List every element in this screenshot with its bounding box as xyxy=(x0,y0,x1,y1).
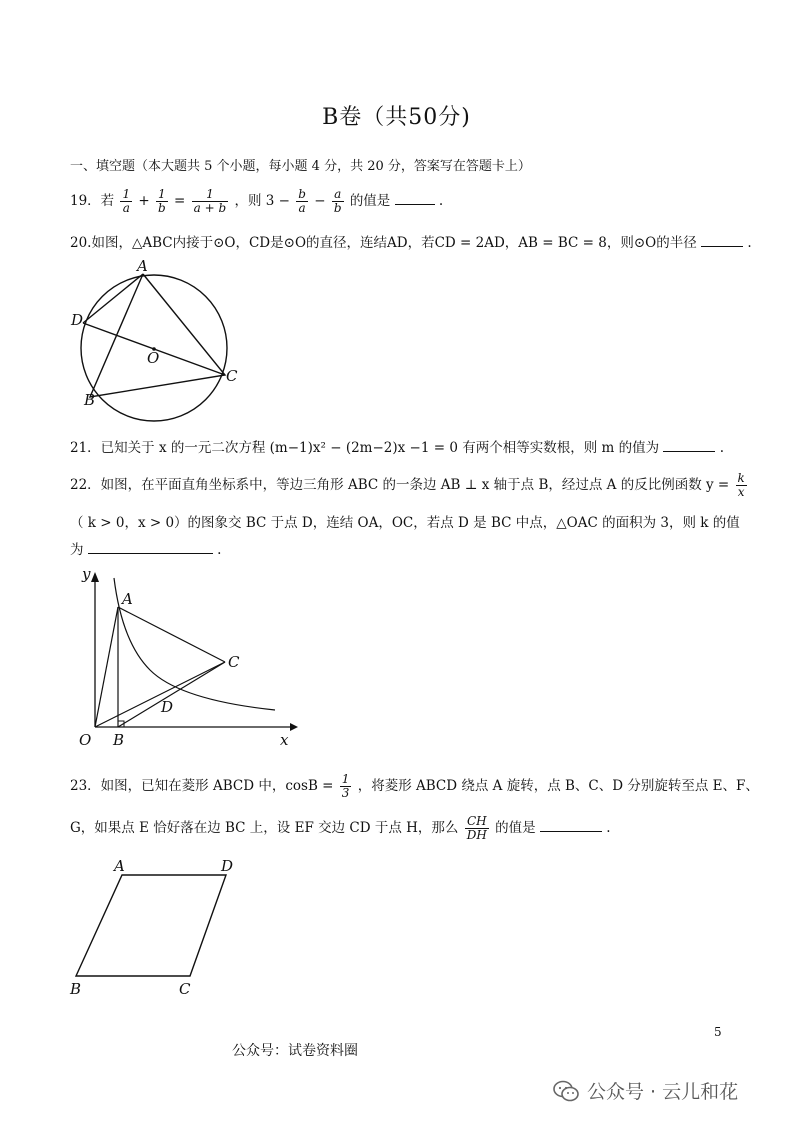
watermark-text: 公众号 · 云儿和花 xyxy=(587,1081,739,1103)
answer-blank-19[interactable] xyxy=(395,192,435,205)
segment-ac xyxy=(118,607,225,662)
label-x: x xyxy=(280,731,289,749)
label-c: C xyxy=(179,980,191,998)
segment-oc xyxy=(95,662,225,727)
q19-frac-3: $\frac{1}{a + b}$ xyxy=(193,187,227,215)
segment-oa xyxy=(95,607,118,727)
question-22-line-2 xyxy=(70,511,740,531)
label-o: O xyxy=(79,731,92,749)
label-c: C xyxy=(226,367,238,385)
page-number: 5 xyxy=(714,1025,722,1039)
segment-bc xyxy=(118,662,225,727)
hyperbola-curve xyxy=(114,578,275,710)
q22-end: . xyxy=(217,542,222,558)
figure-20-circle xyxy=(66,255,256,425)
label-b: B xyxy=(84,391,96,409)
q23-line2a: G，如果点 E 恰好落在边 BC 上，设 EF 交边 CD 于点 H，那么 xyxy=(70,820,459,836)
x-axis-arrow xyxy=(290,723,298,731)
segment-ad xyxy=(83,274,143,323)
triangle-abc xyxy=(90,274,225,397)
watermark xyxy=(553,1077,738,1104)
q23-line1a: 23．如图，已知在菱形 ABCD 中，cosB = xyxy=(70,778,334,794)
q23-frac-cos: $\frac{1}{3}$ xyxy=(341,772,350,800)
answer-blank-21[interactable] xyxy=(663,439,715,452)
q19-lead: 19．若 xyxy=(70,193,115,209)
q19-eq: = xyxy=(174,193,186,209)
q22-frac-kx: $\frac{k}{x}$ xyxy=(737,471,745,499)
q19-plus: + xyxy=(138,193,150,209)
y-axis-arrow xyxy=(91,572,99,582)
label-o: O xyxy=(147,349,160,367)
footer-source: 公众号：试卷资料圈 xyxy=(232,1043,358,1059)
q19-end: . xyxy=(438,193,444,209)
figure-22-coordinate xyxy=(70,562,300,752)
question-23-line-2 xyxy=(70,815,611,842)
question-22-line-1 xyxy=(70,472,749,499)
rhombus-abcd xyxy=(76,875,226,976)
label-b: B xyxy=(70,980,82,998)
q23-line2b: 的值是 xyxy=(495,820,536,836)
label-a: A xyxy=(137,257,148,275)
label-a: A xyxy=(122,590,133,608)
answer-blank-20[interactable] xyxy=(701,234,743,247)
q22-line3: 为 xyxy=(70,542,84,558)
question-20 xyxy=(70,231,752,251)
q21-text: 21．已知关于 x 的一元二次方程 (m−1)x² − (2m−2)x −1 = 0 有两个相等实数根，则 m 的值为 xyxy=(70,440,660,456)
question-19 xyxy=(70,188,443,215)
section-title: B卷（共50分) xyxy=(322,105,471,130)
label-y: y xyxy=(82,565,91,583)
label-b: B xyxy=(113,731,125,749)
label-c: C xyxy=(228,653,240,671)
q19-frac-5: $\frac{a}{b}$ xyxy=(333,187,342,215)
answer-blank-23[interactable] xyxy=(540,819,602,832)
question-23-line-1 xyxy=(70,773,759,800)
q23-end: . xyxy=(606,820,611,836)
q22-line1: 22．如图，在平面直角坐标系中，等边三角形 ABC 的一条边 AB ⊥ x 轴于点 B，经过点 A 的反比例函数 y = xyxy=(70,477,730,493)
q19-frac-2: $\frac{1}{b}$ xyxy=(158,187,166,215)
figure-23-rhombus xyxy=(64,855,254,1000)
label-d: D xyxy=(221,857,234,875)
q19-tail: 的值是 xyxy=(349,193,391,209)
q22-line2: （ k > 0，x > 0）的图象交 BC 于点 D，连结 OA，OC，若点 D 是 BC 中点，△OAC 的面积为 3，则 k 的值 xyxy=(70,515,740,531)
label-d: D xyxy=(71,311,84,329)
label-d: D xyxy=(161,698,174,716)
q19-frac-1: $\frac{1}{a}$ xyxy=(122,187,131,215)
label-a: A xyxy=(114,857,125,875)
q21-end: . xyxy=(719,440,724,456)
q23-frac-ch-dh: $\frac{CH}{DH}$ xyxy=(466,814,487,842)
question-22-line-3 xyxy=(70,538,221,558)
q23-line1b: ，将菱形 ABCD 绕点 A 旋转，点 B、C、D 分别旋转至点 E、F、 xyxy=(357,778,759,794)
q20-text: 20.如图，△ABC内接于⊙O，CD是⊙O的直径，连结AD，若CD = 2AD，AB = BC = 8，则⊙O的半径 xyxy=(70,235,697,251)
q19-then: ，则 3 − xyxy=(234,193,290,209)
q19-minus: − xyxy=(314,193,326,209)
q19-frac-4: $\frac{b}{a}$ xyxy=(298,187,306,215)
wechat-icon xyxy=(553,1080,579,1102)
q20-end: . xyxy=(747,235,752,251)
question-21 xyxy=(70,436,724,456)
answer-blank-22[interactable] xyxy=(88,541,213,554)
section-heading: 一、填空题（本大题共 5 个小题，每小题 4 分，共 20 分，答案写在答题卡上） xyxy=(70,159,531,174)
